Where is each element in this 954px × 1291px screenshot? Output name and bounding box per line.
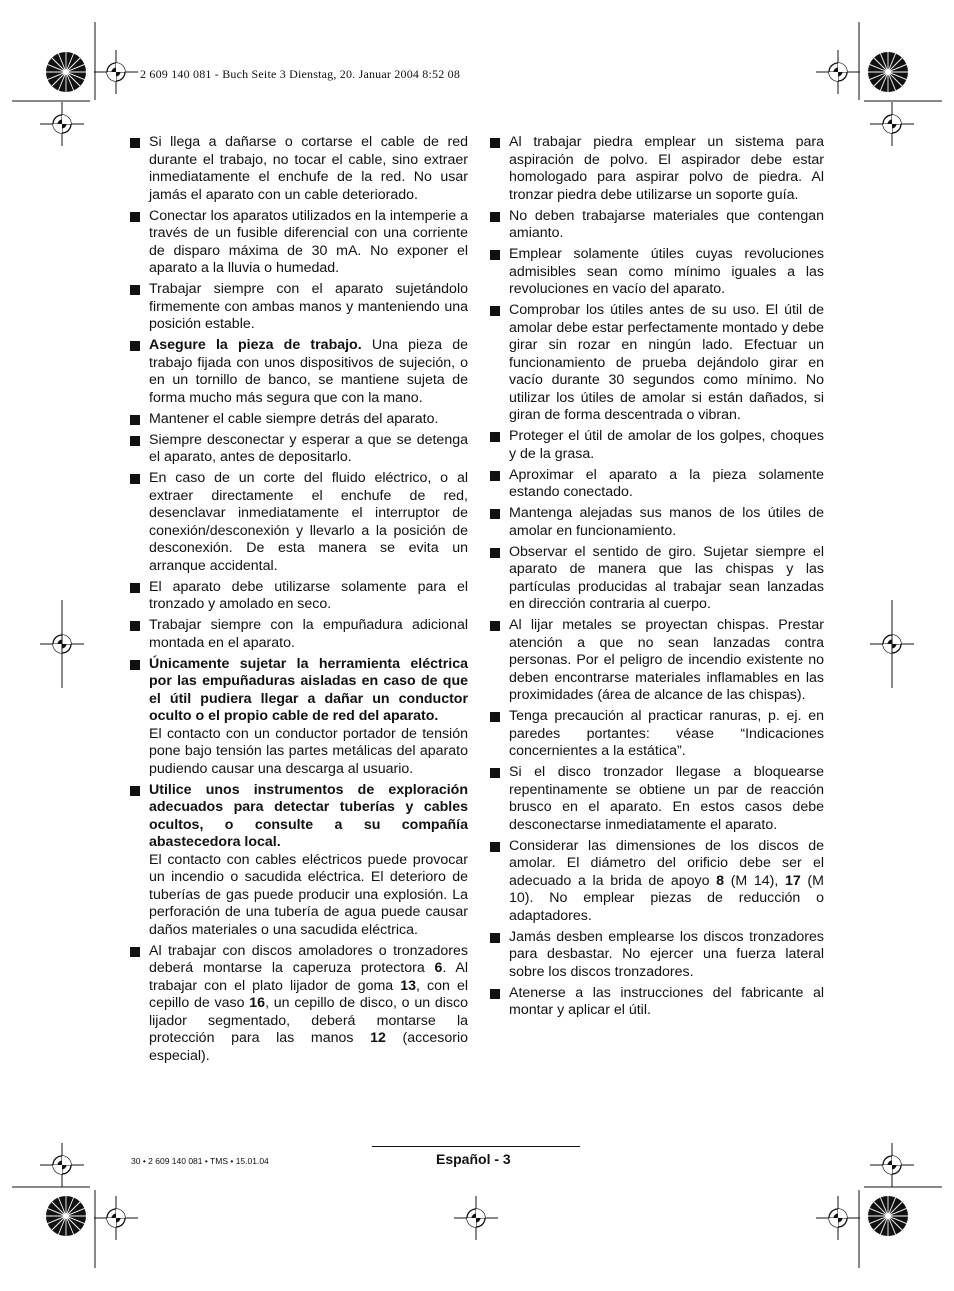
bullet-item [488, 246, 824, 299]
bullet-item [128, 656, 468, 779]
bullet-text: 8 [716, 872, 725, 889]
bullet-subtext: El contacto con un conductor portador de tensión pone bajo tensión las partes metálicas del aparato pudiendo causar una descarga al usuario. [149, 725, 468, 777]
bullet-text: 17 [785, 872, 801, 889]
bullet-text: Comprobar los útiles antes de su uso. El útil de amolar debe estar perfectamente montado y debe girar sin rozar en ningún lado. Efectuar un funcionamiento de prueba dejándolo girar en vacío durante 30 segundos como mínimo. No utilizar los útiles de amolar si están dañados, si giran de forma descentrada o vibran. [509, 302, 824, 423]
bullet-item [488, 838, 824, 926]
page-number: Español - 3 [436, 1151, 511, 1167]
corner-star-icon [46, 52, 86, 92]
bullet-text: Al trabajar piedra emplear un sistema para aspiración de polvo. El aspirador debe estar homologado para aspirar polvo de piedra. Al tronzar piedra debe utilizarse un soporte guía. [509, 134, 824, 203]
footer-print-code: 30 • 2 609 140 081 • TMS • 15.01.04 [131, 1156, 269, 1166]
bullet-item [128, 337, 468, 407]
bullet-text: , con el cepillo de vaso [149, 977, 468, 1011]
bullet-text: 6 [434, 960, 443, 976]
bullet-text: El aparato debe utilizarse solamente para el tronzado y amolado en seco. [149, 578, 468, 612]
bullet-text: (M 14), [724, 872, 785, 889]
bullet-text: Trabajar siempre con el aparato sujetándolo firmemente con ambas manos y manteniendo una posición estable. [149, 281, 468, 332]
bullet-text: Utilice unos instrumentos de exploración adecuados para detectar tuberías y cables ocultos, o consulte a su compañía abastecedora local. [149, 781, 468, 850]
bullet-text: Jamás desben emplearse los discos tronzadores para desbastar. No ejercer una fuerza lateral sobre los discos tronzadores. [509, 928, 824, 980]
bullet-item [488, 929, 824, 982]
bullet-text: Conectar los aparatos utilizados en la intemperie a través de un fusible diferencial con una corriente de disparo máxima de 30 mA. No exponer el aparato a la lluvia o humedad. [149, 207, 468, 276]
bullet-item [128, 411, 468, 429]
bullet-item [128, 617, 468, 652]
bullet-subtext: El contacto con cables eléctricos puede provocar un incendio o sacudida eléctrica. El deterioro de tuberías de gas puede producir una explosión. La perforación de una tubería de agua puede causar daños materiales o una sacudida eléctrica. [149, 851, 468, 938]
bullet-text: 12 [370, 1030, 386, 1046]
footer-divider [372, 1146, 580, 1147]
left-column [128, 134, 468, 1069]
bullet-item [128, 134, 468, 204]
bullet-text: Considerar las dimensiones de los discos de amolar. El diámetro del orificio debe ser el adecuado a la brida de apoyo [509, 837, 824, 889]
bullet-text: Aproximar el aparato a la pieza solamente estando conectado. [509, 466, 824, 500]
bullet-item [488, 467, 824, 502]
bullet-text: , un cepillo de disco, o un disco lijador segmentado, deberá montarse la protección para las manos [149, 995, 469, 1046]
corner-star-icon [46, 1196, 86, 1236]
bullet-item [488, 764, 824, 834]
bullet-item [488, 505, 824, 540]
bullet-item [128, 470, 468, 575]
bullet-text: 13 [400, 977, 417, 994]
corner-star-icon [868, 52, 908, 92]
bullet-text: Emplear solamente útiles cuyas revoluciones admisibles sean como mínimo iguales a las revoluciones en vacío del aparato. [509, 246, 824, 297]
bullet-text: (accesorio especial). [149, 1030, 469, 1064]
bullet-text: Una pieza de trabajo fijada con unos dispositivos de sujeción, o en un tornillo de banco, se mantiene sujeta de forma mucho más segura que con la mano. [149, 337, 468, 406]
bullet-item [488, 708, 824, 761]
bullet-text: Tenga precaución al practicar ranuras, p. ej. en paredes portantes: véase “Indicaciones concernientes a la estática”. [509, 708, 824, 759]
bullet-text: Mantener el cable siempre detrás del aparato. [149, 410, 439, 427]
bullet-text: No deben trabajarse materiales que contengan amianto. [509, 207, 824, 241]
bullet-text: Al lijar metales se proyectan chispas. Prestar atención a que no sean lanzadas contra personas. Por el peligro de incendio existente no deben encontrarse materiales inflamables en las proximidades (área de alcance de las chispas). [509, 617, 824, 703]
bullet-text: Si el disco tronzador llegase a bloquearse repentinamente se obtiene un par de reacción brusco en el aparato. En estos casos debe desconectarse inmediatamente el aparato. [509, 764, 824, 833]
right-column [488, 134, 824, 1023]
bullet-item [488, 985, 824, 1020]
bullet-text: . Al trabajar con el plato lijador de goma [149, 960, 468, 994]
bullet-text: Proteger el útil de amolar de los golpes, choques y de la grasa. [509, 428, 824, 462]
corner-star-icon [868, 1196, 908, 1236]
bullet-text: Observar el sentido de giro. Sujetar siempre el aparato de manera que las chispas y las partículas producidas al trabajar sean lanzadas en dirección contraria al cuerpo. [509, 543, 824, 612]
bullet-item [488, 302, 824, 425]
bullet-item [128, 432, 468, 467]
bullet-text: Trabajar siempre con la empuñadura adicional montada en el aparato. [149, 617, 468, 651]
bullet-text: Asegure la pieza de trabajo. [149, 337, 362, 353]
bullet-item [128, 208, 468, 278]
bullet-text: Atenerse a las instrucciones del fabricante al montar y aplicar el útil. [509, 984, 824, 1018]
print-header: 2 609 140 081 - Buch Seite 3 Dienstag, 20. Januar 2004 8:52 08 [140, 67, 461, 81]
bullet-text: Únicamente sujetar la herramienta eléctrica por las empuñaduras aisladas en caso de que el útil pudiera llegar a dañar un conductor oculto o el propio cable de red del aparato. [149, 655, 468, 724]
bullet-item [128, 943, 468, 1066]
bullet-text: Si llega a dañarse o cortarse el cable de red durante el trabajo, no tocar el cable, sino extraer inmediatamente el enchufe de la red. No usar jamás el aparato con un cable deteriorado. [149, 134, 468, 203]
bullet-item [488, 617, 824, 705]
bullet-text: En caso de un corte del fluido eléctrico, o al extraer directamente el enchufe de red, desenclavar inmediatamente el interruptor de conexión/desconexión y llevarlo a la posición de desconexión. De esta manera se evita un arranque accidental. [149, 470, 468, 574]
bullet-item [488, 134, 824, 204]
bullet-item [128, 782, 468, 940]
bullet-item [128, 579, 468, 614]
bullet-item [488, 428, 824, 463]
bullet-text: 16 [249, 995, 266, 1011]
bullet-text: Al trabajar con discos amoladores o tronzadores deberá montarse la caperuza protectora [149, 942, 468, 976]
bullet-text: Mantenga alejadas sus manos de los útiles de amolar en funcionamiento. [509, 505, 824, 539]
bullet-text: Siempre desconectar y esperar a que se detenga el aparato, antes de depositarlo. [149, 431, 468, 465]
bullet-text: (M 10). No emplear piezas de reducción o adaptadores. [509, 872, 824, 924]
bullet-item [128, 281, 468, 334]
bullet-item [488, 208, 824, 243]
bullet-item [488, 544, 824, 614]
